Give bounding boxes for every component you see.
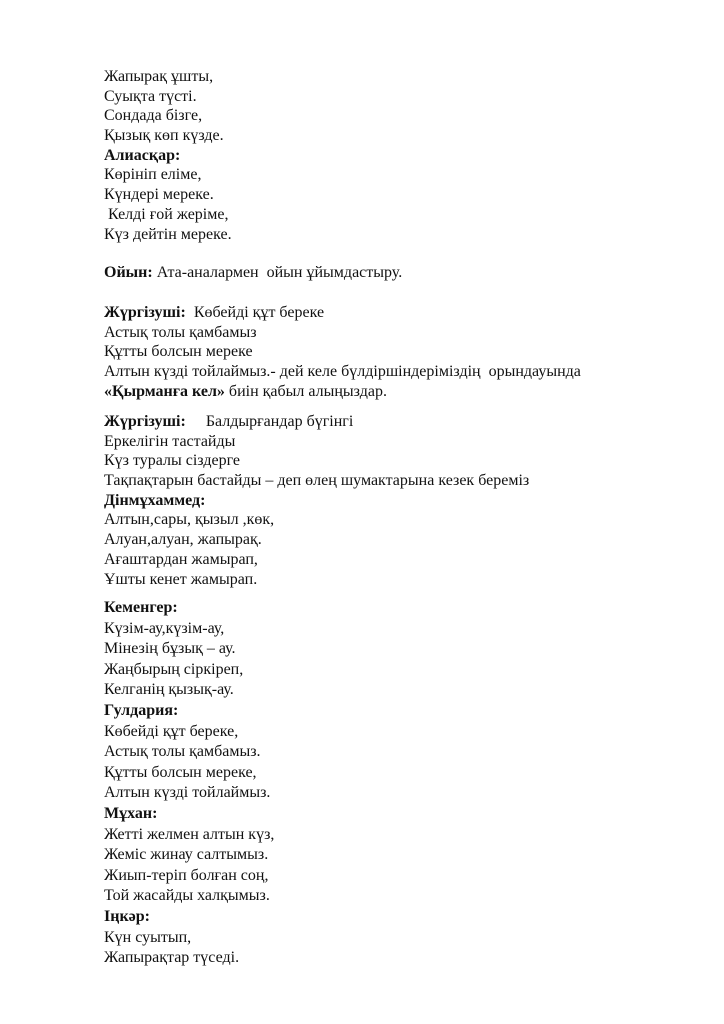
text-line (104, 660, 274, 681)
text-block (104, 263, 402, 283)
line-text: Мінезің бұзық – ау. (104, 640, 236, 658)
text-line (104, 763, 274, 784)
line-text: Күн суытып, (104, 928, 192, 946)
text-line (104, 382, 581, 402)
speaker-label: Мұхан: (104, 804, 158, 822)
line-text: Ата-аналармен ойын ұйымдастыру. (152, 264, 403, 281)
line-text: Астық толы қамбамыз. (104, 743, 261, 761)
text-line (104, 471, 529, 491)
line-text: Алтын күзді тойлаймыз. (104, 784, 271, 802)
line-text: Құтты болсын мереке, (104, 763, 257, 781)
line-text: Келганің қызық-ау. (104, 681, 234, 699)
text-line (104, 680, 274, 701)
text-line (104, 907, 274, 928)
speaker-label: Іңкәр: (104, 907, 150, 925)
text-block (104, 598, 274, 969)
text-line (104, 342, 581, 362)
text-line (104, 263, 402, 283)
speaker-label: Жүргізуші: (104, 413, 186, 430)
line-text: Күз дейтін мереке. (104, 225, 232, 243)
text-line (104, 165, 232, 185)
line-text: биін қабыл алыңыздар. (224, 382, 387, 400)
text-line (104, 804, 274, 825)
text-block (104, 67, 232, 244)
line-text: Келді ғой жеріме, (104, 205, 229, 223)
line-text: Тақпақтарын бастайды – деп өлең шумактарына кезек береміз (104, 472, 530, 490)
text-line (104, 886, 274, 907)
text-line (104, 432, 529, 452)
text-line (104, 530, 529, 550)
line-text: Еркелігін тастайды (104, 432, 236, 450)
text-line (104, 701, 274, 722)
speaker-label: Дінмұхаммед: (104, 491, 206, 509)
text-line (104, 87, 232, 107)
text-line (104, 639, 274, 660)
text-line (104, 722, 274, 743)
text-line (104, 948, 274, 969)
line-text: Суықта түсті. (104, 87, 197, 105)
text-block (104, 303, 581, 401)
text-line (104, 510, 529, 530)
line-text: Қызық көп күзде. (104, 127, 224, 145)
line-text: Жапырақ ұшты, (104, 68, 214, 85)
text-line (104, 550, 529, 570)
text-line (104, 598, 274, 619)
line-text: Көбейді құт береке (185, 304, 325, 321)
text-line (104, 126, 232, 146)
text-line (104, 825, 274, 846)
line-text: Ұшты кенет жамырап. (104, 570, 258, 588)
text-line (104, 225, 232, 245)
text-line (104, 146, 232, 166)
line-text: Күзім-ау,күзім-ау, (104, 619, 225, 637)
line-text: Алтын,сары, қызыл ,көк, (104, 511, 275, 529)
speaker-label: Кеменгер: (104, 599, 178, 616)
text-block (104, 412, 529, 589)
text-line (104, 619, 274, 640)
text-line (104, 866, 274, 887)
text-line (104, 67, 232, 87)
text-line (104, 185, 232, 205)
line-text: Күз туралы сіздерге (104, 452, 241, 470)
line-text: Астық толы қамбамыз (104, 323, 257, 341)
line-text: Жеміс жинау салтымыз. (104, 846, 269, 864)
text-line (104, 362, 581, 382)
line-text: Ағаштардан жамырап, (104, 550, 258, 568)
text-line (104, 783, 274, 804)
speaker-label: Алиасқар: (104, 146, 181, 164)
line-text: Жаңбырың сіркіреп, (104, 660, 244, 678)
line-text: Жапырақтар түседі. (104, 949, 240, 967)
text-line (104, 106, 232, 126)
text-line (104, 303, 581, 323)
speaker-label: Жүргізуші: (104, 304, 186, 321)
speaker-label: «Қырманға кел» (104, 382, 225, 400)
line-text: Жетті желмен алтын күз, (104, 825, 275, 843)
line-text: Көбейді құт береке, (104, 722, 239, 740)
line-text: Той жасайды халқымыз. (104, 887, 270, 905)
text-line (104, 570, 529, 590)
line-text: Күндері мереке. (104, 186, 214, 204)
line-text: Балдырғандар бүгінгі (185, 413, 354, 430)
text-line (104, 928, 274, 949)
text-line (104, 845, 274, 866)
line-text: Көрініп еліме, (104, 166, 202, 184)
line-text: Алуан,алуан, жапырақ. (104, 531, 262, 549)
speaker-label: Ойын: (104, 264, 153, 281)
line-text: Сондада бізге, (104, 107, 203, 125)
line-text: Құтты болсын мереке (104, 343, 253, 361)
text-line (104, 205, 232, 225)
text-line (104, 742, 274, 763)
speaker-label: Гулдария: (104, 701, 179, 719)
text-line (104, 451, 529, 471)
text-line (104, 412, 529, 432)
text-line (104, 491, 529, 511)
text-line (104, 323, 581, 343)
line-text: Алтын күзді тойлаймыз.- дей келе бүлдіршіндеріміздің орындауында (104, 363, 581, 381)
line-text: Жиып-теріп болған соң, (104, 866, 269, 884)
